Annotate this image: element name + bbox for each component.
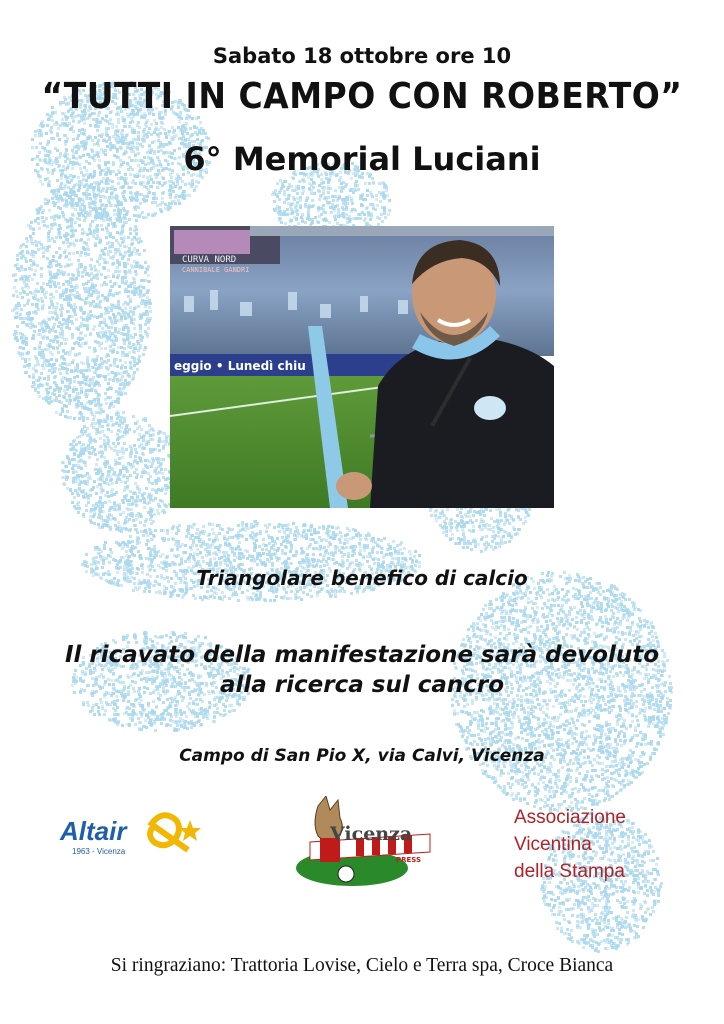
event-title: “TUTTI IN CAMPO CON ROBERTO”: [41, 74, 683, 117]
association-line-2: Vicentina: [514, 834, 592, 855]
altair-logo-tagline: 1963 - Vicenza: [72, 847, 126, 856]
altair-logo-name: Altair: [60, 816, 127, 846]
thanks-footer: Si ringraziano: Trattoria Lovise, Cielo e Terra spa, Croce Bianca: [110, 955, 614, 976]
association-line-3: della Stampa: [514, 861, 625, 882]
match-description: Triangolare benefico di calcio: [196, 566, 528, 590]
altair-logo: [58, 798, 208, 864]
vicenza-press-logo: [296, 796, 436, 890]
association-name: [514, 804, 674, 885]
proceeds-line-1: Il ricavato della manifestazione sarà devoluto: [64, 642, 660, 668]
stadium-sign-2: CANNIBALE GANDRI: [182, 266, 250, 274]
proceeds-description: [0, 640, 724, 700]
vicenza-press-name: Vicenza: [330, 823, 413, 845]
event-subtitle: 6° Memorial Luciani: [183, 140, 541, 178]
stadium-sign-1: CURVA NORD: [182, 255, 237, 265]
ad-banner-text: eggio • Lunedì chiu: [174, 359, 306, 373]
association-line-1: Associazione: [514, 807, 626, 828]
memorial-photo: [170, 226, 554, 508]
vicenza-press-sub: PRESS: [396, 856, 422, 864]
proceeds-line-2: alla ricerca sul cancro: [219, 672, 505, 698]
event-date: Sabato 18 ottobre ore 10: [212, 44, 512, 68]
venue: Campo di San Pio X, via Calvi, Vicenza: [179, 746, 545, 766]
